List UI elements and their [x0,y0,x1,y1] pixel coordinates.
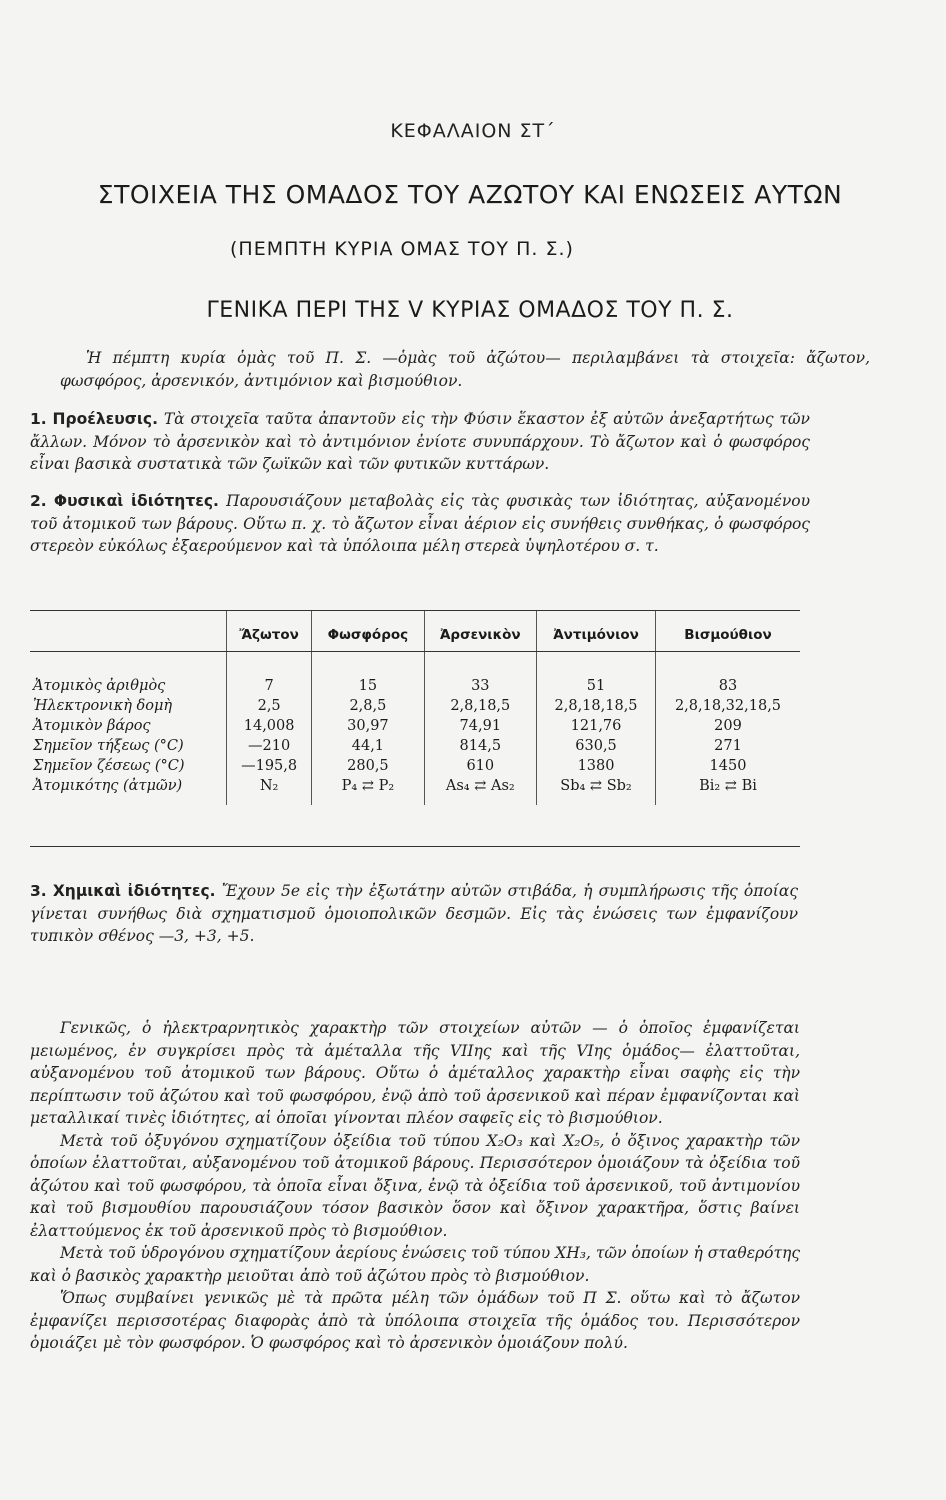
chapter-subtitle: (ΠΕΜΠΤΗ ΚΥΡΙΑ ΟΜΑΣ ΤΟΥ Π. Σ.) [230,238,574,260]
table-cell: 33 [424,676,537,696]
table-row [30,676,800,696]
section-label: Προέλευσις. [52,410,158,428]
table-header: Βισμούθιον [655,611,800,652]
row-label: Ἀτομικὸν βάρος [33,718,151,734]
table-cell: 14,008 [227,716,312,736]
hydrogen-paragraph: Μετὰ τοῦ ὑδρογόνου σχηματίζουν ἀερίους ἑνώσεις τοῦ τύπου XH₃, τῶν ὁποίων ἡ σταθερότης καὶ ὁ βασικὸς χαρακτὴρ μειοῦται ἀπὸ τοῦ ἀζώτου πρὸς τὸ βισμούθιον. [30,1244,800,1285]
table-cell: 15 [312,676,424,696]
body-text [30,1017,800,1355]
table-cell: 2,8,5 [312,696,424,716]
properties-table-wrap [30,610,800,850]
table-bottom-rule [30,846,800,847]
section-text: Ἔχουν 5e εἰς τὴν ἐξωτάτην αὐτῶν στιβάδα, ἡ συμπλήρωσις τῆς ὁποίας γίνεται συνήθως διὰ σχηματισμοῦ ὁμοιοπολικῶν δεσμῶν. Εἰς τὰς ἑνώσεις των ἐμφανίζουν τυπικὸν σθένος —3, +3, +5. [30,882,798,945]
section-heading: ΓΕΝΙΚΑ ΠΕΡΙ ΤΗΣ V ΚΥΡΙΑΣ ΟΜΑΔΟΣ ΤΟΥ Π. Σ. [206,298,734,323]
table-header: Ἀντιμόνιον [537,611,656,652]
row-label: Ἀτομικὸς ἀριθμὸς [33,678,166,694]
intro-paragraph: Ἡ πέμπτη κυρία ὁμὰς τοῦ Π. Σ. —ὁμὰς τοῦ ἀζώτου— περιλαμβάνει τὰ στοιχεῖα: ἄζωτον, φωσφόρος, ἀρσενικόν, ἀντιμόνιον καὶ βισμούθιον. [60,349,870,390]
row-label: Ἠλεκτρονικὴ δομὴ [33,698,173,714]
row-label: Ἀτομικότης (ἀτμῶν) [33,778,183,794]
oxygen-paragraph: Μετὰ τοῦ ὀξυγόνου σχηματίζουν ὀξείδια τοῦ τύπου X₂O₃ καὶ X₂O₅, ὁ ὄξινος χαρακτὴρ τῶν ὁποίων ἐλαττοῦται, αὐξανομένου τοῦ ἀτομικοῦ βάρους. Περισσότερον ὁμοιάζουν τὰ ὀξείδια τοῦ ἀζώτου καὶ τοῦ φωσφόρου, τὰ ὁποῖα εἶναι ὄξινα, ἐνῷ τὰ ὀξείδια τοῦ ἀρσενικοῦ, τοῦ ἀντιμονίου καὶ τοῦ βισμουθίου παρουσιάζουν τόσον βασικὸν ὅσον καὶ ὄξινον χαρακτῆρα, ὅστις βαίνει ἐλαττούμενος ἐκ τοῦ ἀρσενικοῦ πρὸς τὸ βισμούθιον. [30,1131,800,1240]
table-cell: 1380 [537,756,656,776]
table-cell: 7 [227,676,312,696]
chemical-paragraph [30,880,798,948]
physical-paragraph [30,490,810,558]
general-paragraph: Γενικῶς, ὁ ἠλεκτραρνητικὸς χαρακτὴρ τῶν στοιχείων αὐτῶν — ὁ ὁποῖος ἐμφανίζεται μειωμένος, ἐν συγκρίσει πρὸς τὰ ἀμέταλλα τῆς VIIης καὶ τῆς VIης ὁμάδος— ἐλαττοῦται, αὐξανομένου τοῦ ἀτομικοῦ των βάρους. Οὕτω ὁ ἀμέταλλος χαρακτὴρ εἶναι σαφὴς εἰς τὴν περίπτωσιν τοῦ ἀζώτου καὶ τοῦ φωσφόρου, ἐνῷ ἀπὸ τοῦ ἀρσενικοῦ καὶ πέραν ἐμφανίζονται καὶ μεταλλικαί τινὲς ἰδιότητες, αἱ ὁποῖαι γίνονται πλέον σαφεῖς εἰς τὸ βισμούθιον. [30,1019,800,1127]
table-cell: 610 [424,756,537,776]
table-cell: As₄ ⇄ As₂ [424,776,537,805]
origin-paragraph [30,408,810,476]
section-text: Τὰ στοιχεῖα ταῦτα ἀπαντοῦν εἰς τὴν Φύσιν ἕκαστον ἐξ αὐτῶν ἀνεξαρτήτως τῶν ἄλλων. Μόνον τὸ ἀρσενικὸν καὶ τὸ ἀντιμόνιον ἐνίοτε συνυπάρχουν. Τὸ ἄζωτον καὶ ὁ φωσφόρος εἶναι βασικὰ συστατικὰ τῶν ζωϊκῶν καὶ τῶν φυτικῶν κυττάρων. [30,410,810,473]
table-header: Φωσφόρος [312,611,424,652]
table-cell: 1450 [655,756,800,776]
table-cell: Bi₂ ⇄ Bi [655,776,800,805]
table-cell: 209 [655,716,800,736]
table-cell: 630,5 [537,736,656,756]
table-cell: 271 [655,736,800,756]
row-label: Σημεῖον ζέσεως (°C) [33,758,185,774]
table-cell: 121,76 [537,716,656,736]
table-header [30,611,227,652]
table-row [30,756,800,776]
table-cell: —210 [227,736,312,756]
table-cell: 44,1 [312,736,424,756]
table-header-row [30,611,800,652]
table-cell: 74,91 [424,716,537,736]
section-text: Παρουσιάζουν μεταβολὰς εἰς τὰς φυσικὰς των ἰδιότητας, αὐξανομένου τοῦ ἀτομικοῦ των βάρους. Οὕτω π. χ. τὸ ἄζωτον εἶναι ἀέριον εἰς συνήθεις συνθήκας, ὁ φωσφόρος στερεὸν εὐκόλως ἐξαερούμενον καὶ τὰ ὑπόλοιπα μέλη στερεὰ ὑψηλοτέρου σ. τ. [30,492,810,555]
table-cell: 2,5 [227,696,312,716]
table-cell: Sb₄ ⇄ Sb₂ [537,776,656,805]
section-number: 2. [30,492,47,510]
table-header: Ἀρσενικὸν [424,611,537,652]
chapter-label: ΚΕΦΑΛΑΙΟΝ ΣΤ΄ [390,120,556,142]
row-label: Σημεῖον τήξεως (°C) [33,738,184,754]
chapter-title: ΣΤΟΙΧΕΙΑ ΤΗΣ ΟΜΑΔΟΣ ΤΟΥ ΑΖΩΤΟΥ ΚΑΙ ΕΝΩΣΕΙΣ ΑΥΤΩΝ [97,180,843,209]
table-cell: N₂ [227,776,312,805]
table-cell: 2,8,18,18,5 [537,696,656,716]
table-cell: —195,8 [227,756,312,776]
section-label: Φυσικαὶ ἰδιότητες. [53,492,219,510]
table-cell: 83 [655,676,800,696]
table-cell: 814,5 [424,736,537,756]
table-cell: 2,8,18,32,18,5 [655,696,800,716]
table-row [30,696,800,716]
table-header: Ἄζωτον [227,611,312,652]
table-row [30,716,800,736]
table-cell: 30,97 [312,716,424,736]
table-cell: 280,5 [312,756,424,776]
table-row [30,736,800,756]
section-label: Χημικαὶ ἰδιότητες. [52,882,216,900]
table-cell: 2,8,18,5 [424,696,537,716]
table-row [30,776,800,805]
section-number: 1. [30,410,47,428]
table-cell: P₄ ⇄ P₂ [312,776,424,805]
properties-table [30,610,800,805]
table-cell: 51 [537,676,656,696]
first-members-paragraph: Ὅπως συμβαίνει γενικῶς μὲ τὰ πρῶτα μέλη τῶν ὁμάδων τοῦ Π Σ. οὕτω καὶ τὸ ἄζωτον ἐμφανίζει περισσοτέρας διαφορὰς ἀπὸ τὰ ὑπόλοιπα στοιχεῖα τῆς ὁμάδος του. Περισσότερον ὁμοιάζει μὲ τὸν φωσφόρον. Ὁ φωσφόρος καὶ τὸ ἀρσενικὸν ὁμοιάζουν πολύ. [30,1289,800,1352]
section-number: 3. [30,882,47,900]
